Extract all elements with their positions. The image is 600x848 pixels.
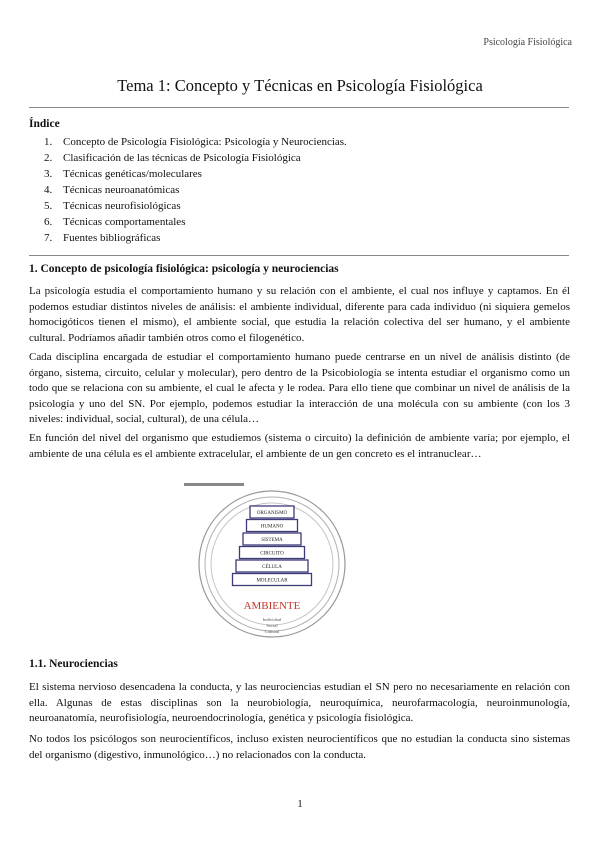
levels-of-analysis-figure <box>180 480 380 640</box>
page-number: 1 <box>297 798 303 810</box>
page-title: Tema 1: Concepto y Técnicas en Psicología Fisiológica <box>117 76 483 95</box>
toc-item: 1. Concepto de Psicología Fisiológica: Psicología y Neurociencias. <box>44 136 347 148</box>
level-label: HUMANO <box>260 524 284 530</box>
ambiente-label: AMBIENTE <box>243 600 301 612</box>
paragraph: La psicología estudia el comportamiento humano y su relación con el ambiente, el cual nos influye y captamos. En él podemos estudiar distintos niveles de análisis: el ambiente individual, diferente para cada individuo (ni siquiera gemelos homocigóticos tienen el mismo), el ambiente social, que estudia la relación colectiva del ser humano, y el ambiente cultural. Podríamos añadir también otros como el filogenético. <box>29 285 570 344</box>
toc-item: 2. Clasificación de las técnicas de Psicología Fisiológica <box>44 152 301 164</box>
toc-heading: Índice <box>29 118 60 130</box>
level-label: CÉLULA <box>262 565 282 570</box>
ring-label: Social <box>266 623 278 628</box>
paragraph: Cada disciplina encargada de estudiar el comportamiento humano puede centrarse en un nivel de análisis distinto (de órgano, sistema, circuito, celular y molecular), pero dentro de la Psicobiología se intenta estudiar el organismo como un todo que se relaciona con su ambiente, el cual le afecta y le rodea. Para ello tiene que combinar un nivel de análisis de la psicología y uno del SN. Por ejemplo, podemos estudiar la interacción de una molécula con su ambiente (con los 3 niveles: individual, social, cultural), de una célula… <box>29 351 570 426</box>
paragraph: En función del nivel del organismo que estudiemos (sistema o circuito) la definición de ambiente varía; por ejemplo, el ambiente de una célula es el ambiente extracelular, el ambiente de un gen concreto es el intranuclear… <box>29 432 570 460</box>
section-heading: 1. Concepto de psicología fisiológica: psicología y neurociencias <box>29 263 339 275</box>
toc-item: 4. Técnicas neuroanatómicas <box>44 184 180 196</box>
divider <box>29 255 569 256</box>
subsection-heading: 1.1. Neurociencias <box>29 658 118 670</box>
toc-item: 6. Técnicas comportamentales <box>44 216 186 228</box>
paragraph: No todos los psicólogos son neurocientíficos, incluso existen neurocientíficos que no estudian la conducta sino sistemas del organismo (digestivo, inmunológico…) no relacionados con la conducta. <box>29 733 570 761</box>
ring-label: Cultural <box>264 629 280 634</box>
ring-label: Individual <box>262 617 282 622</box>
level-label: SISTEMA <box>261 538 283 543</box>
figure-caption-mark <box>184 483 244 486</box>
toc-item: 5. Técnicas neurofisiológicas <box>44 200 181 212</box>
toc-item: 7. Fuentes bibliográficas <box>44 232 161 244</box>
divider <box>29 107 569 108</box>
level-label: MOLECULAR <box>256 578 288 584</box>
level-label: ORGANISMO <box>256 511 288 516</box>
level-label: CIRCUITO <box>260 551 284 557</box>
toc-item: 3. Técnicas genéticas/moleculares <box>44 168 202 180</box>
paragraph: El sistema nervioso desencadena la conducta, y las neurociencias estudian el SN pero no necesariamente en relación con ella. Algunas de estas disciplinas son la neurobiología, neuroquímica, neurofarmacología, neuroinmunología, neuroanatomía, neurofisiología, neuroendocrinología, genética y psicología fisiológica. <box>29 681 570 725</box>
table-of-contents <box>44 134 347 246</box>
running-head: Psicología Fisiológica <box>483 37 572 48</box>
